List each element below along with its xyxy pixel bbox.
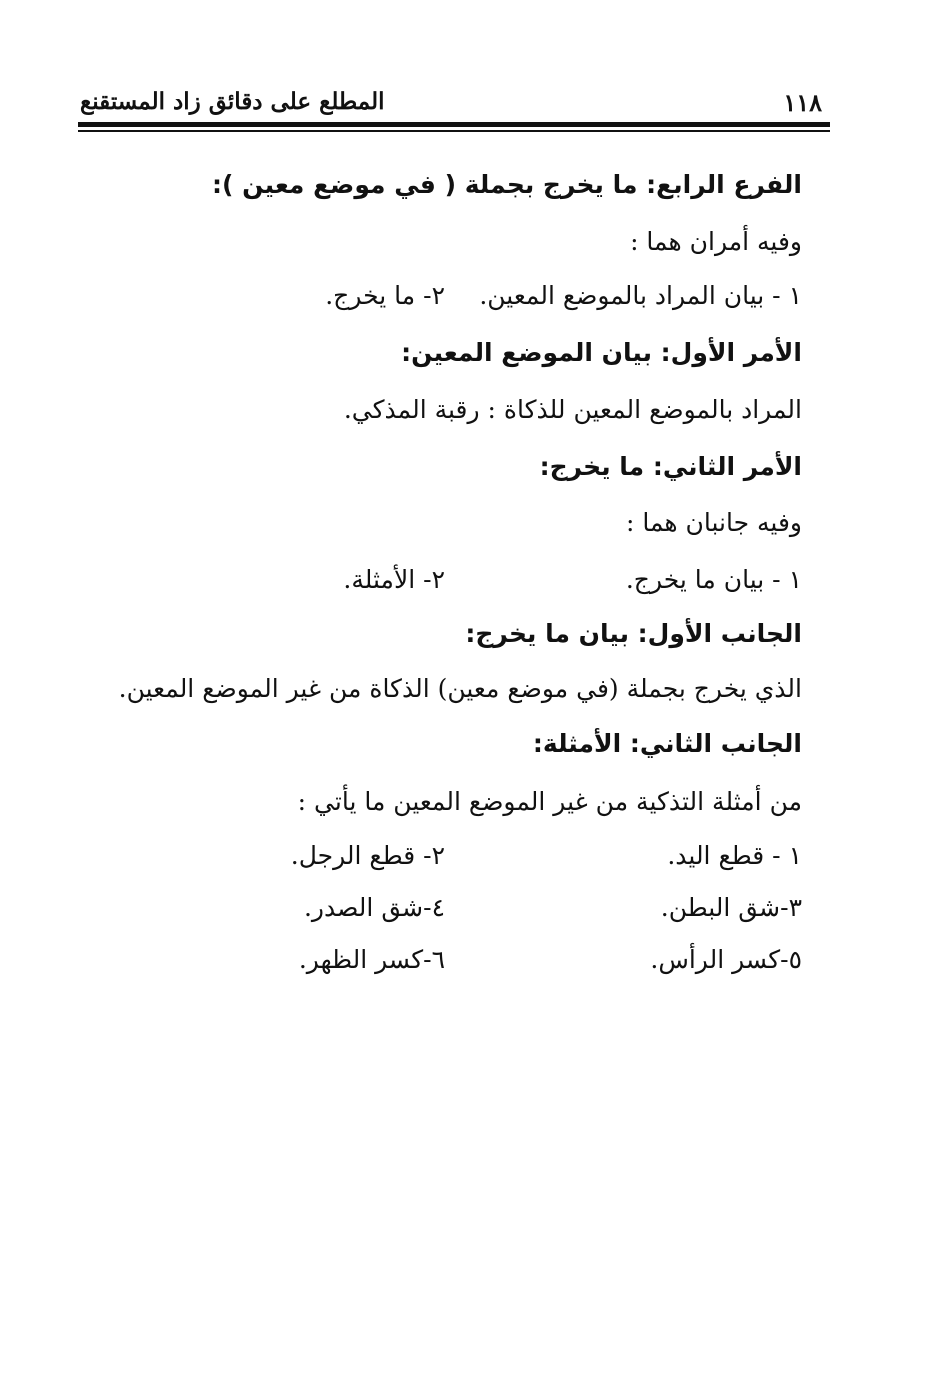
header-rule-thin — [78, 130, 830, 132]
running-title: المطلع على دقائق زاد المستقنع — [80, 88, 385, 115]
intro-text: وفيه أمران هما : — [630, 227, 802, 256]
first-side-text: الذي يخرج بجملة (في موضع معين) الذكاة من غير الموضع المعين. — [118, 674, 802, 703]
first-matter-heading: الأمر الأول: بيان الموضع المعين: — [401, 338, 802, 367]
second-matter-intro: وفيه جانبان هما : — [625, 508, 802, 537]
intro-item-1: ١ - بيان المراد بالموضع المعين. — [479, 281, 802, 310]
header-rule-thick — [78, 122, 830, 127]
second-matter-heading: الأمر الثاني: ما يخرج: — [539, 452, 802, 481]
intro-item-2: ٢- ما يخرج. — [325, 281, 445, 310]
second-matter-item-1: ١ - بيان ما يخرج. — [625, 565, 802, 594]
second-side-intro: من أمثلة التذكية من غير الموضع المعين ما يأتي : — [297, 787, 802, 816]
page-header — [78, 86, 830, 122]
example-item-4: ٤-شق الصدر. — [303, 893, 445, 922]
second-side-heading: الجانب الثاني: الأمثلة: — [532, 729, 802, 758]
section-heading: الفرع الرابع: ما يخرج بجملة ( في موضع معين ): — [211, 170, 802, 199]
first-matter-text: المراد بالموضع المعين للذكاة : رقبة المذكي. — [343, 395, 802, 424]
example-item-6: ٦-كسر الظهر. — [298, 945, 445, 974]
example-item-1: ١ - قطع اليد. — [667, 841, 802, 870]
example-item-5: ٥-كسر الرأس. — [650, 945, 802, 974]
second-matter-item-2: ٢- الأمثلة. — [343, 565, 445, 594]
example-item-3: ٣-شق البطن. — [660, 893, 802, 922]
example-item-2: ٢- قطع الرجل. — [290, 841, 445, 870]
page-number: ١١٨ — [783, 88, 822, 117]
first-side-heading: الجانب الأول: بيان ما يخرج: — [465, 619, 802, 648]
